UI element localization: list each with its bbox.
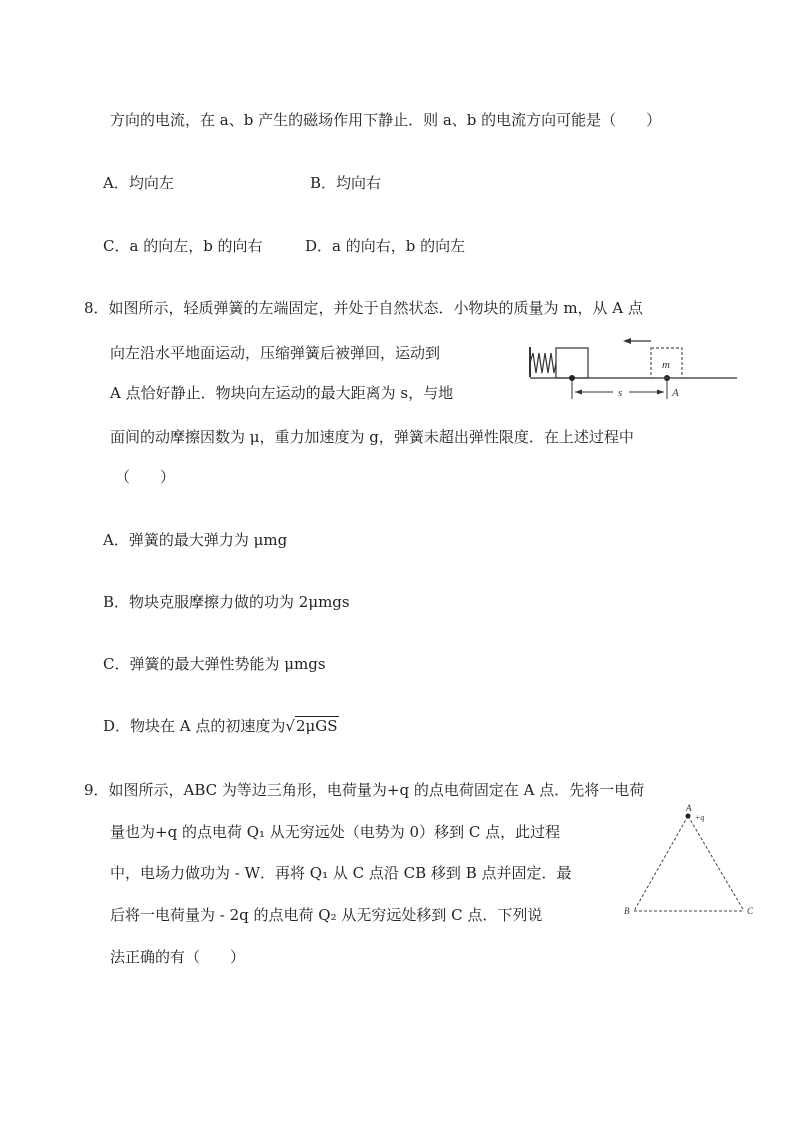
q7-option-d: D．a 的向右，b 的向左 bbox=[305, 237, 466, 255]
motion-arrowhead bbox=[623, 338, 631, 344]
q9-triangle-figure bbox=[620, 800, 760, 920]
charge-a bbox=[686, 814, 691, 819]
q8-stem-line4: 面间的动摩擦因数为 μ，重力加速度为 g，弹簧未超出弹性限度．在上述过程中 bbox=[110, 428, 634, 446]
q7-option-c: C．a 的向左，b 的向右 bbox=[103, 237, 263, 255]
q8-stem-line3: A 点恰好静止．物块向左运动的最大距离为 s，与地 bbox=[110, 384, 454, 402]
q8-spring-block-figure bbox=[525, 335, 740, 405]
q9-stem-line5: 法正确的有（ ） bbox=[110, 948, 246, 966]
q8-option-d bbox=[103, 716, 339, 736]
spring bbox=[530, 353, 556, 373]
vertex-b-label: B bbox=[624, 906, 630, 916]
q8-stem-line2: 向左沿水平地面运动，压缩弹簧后被弹回，运动到 bbox=[110, 344, 441, 362]
block-compressed bbox=[556, 348, 588, 378]
sqrt-sign: √ bbox=[285, 717, 295, 735]
rest-point bbox=[569, 375, 575, 381]
q7-option-b: B．均向右 bbox=[310, 174, 382, 192]
q9-stem-line4: 后将一电荷量为 - 2q 的点电荷 Q₂ 从无穷远处移到 C 点．下列说 bbox=[110, 906, 543, 924]
q8-option-c: C．弹簧的最大弹性势能为 μmgs bbox=[103, 655, 326, 673]
q8-option-b: B．物块克服摩擦力做的功为 2μmgs bbox=[103, 593, 350, 611]
sqrt-radicand: 2μGS bbox=[295, 717, 338, 735]
q8-stem-line5: （ ） bbox=[115, 468, 176, 486]
mass-label: m bbox=[662, 359, 670, 371]
q9-stem-line3: 中，电场力做功为 - W．再将 Q₁ 从 C 点沿 CB 移到 B 点并固定．最 bbox=[110, 864, 572, 882]
side-ab bbox=[634, 816, 688, 911]
q9-stem-line1: 9．如图所示，ABC 为等边三角形，电荷量为+q 的点电荷固定在 A 点．先将一电荷 bbox=[84, 781, 645, 799]
point-a-label: A bbox=[672, 387, 679, 399]
q8-option-a: A．弹簧的最大弹力为 μmg bbox=[103, 531, 288, 549]
vertex-c-label: C bbox=[747, 906, 754, 916]
q8-stem-line1: 8．如图所示，轻质弹簧的左端固定，并处于自然状态．小物块的质量为 m，从 A 点 bbox=[84, 299, 643, 317]
q7-stem-tail: 方向的电流，在 a、b 产生的磁场作用下静止．则 a、b 的电流方向可能是（ ） bbox=[110, 111, 662, 129]
side-ac bbox=[688, 816, 744, 911]
charge-label: +q bbox=[695, 813, 705, 822]
q9-stem-line2: 量也为+q 的点电荷 Q₁ 从无穷远处（电势为 0）移到 C 点，此过程 bbox=[110, 823, 561, 841]
vertex-a-label: A bbox=[686, 803, 692, 813]
q8-option-d-text: D．物块在 A 点的初速度为 bbox=[103, 717, 286, 735]
distance-label: s bbox=[618, 387, 623, 399]
q7-option-a: A．均向左 bbox=[103, 174, 174, 192]
